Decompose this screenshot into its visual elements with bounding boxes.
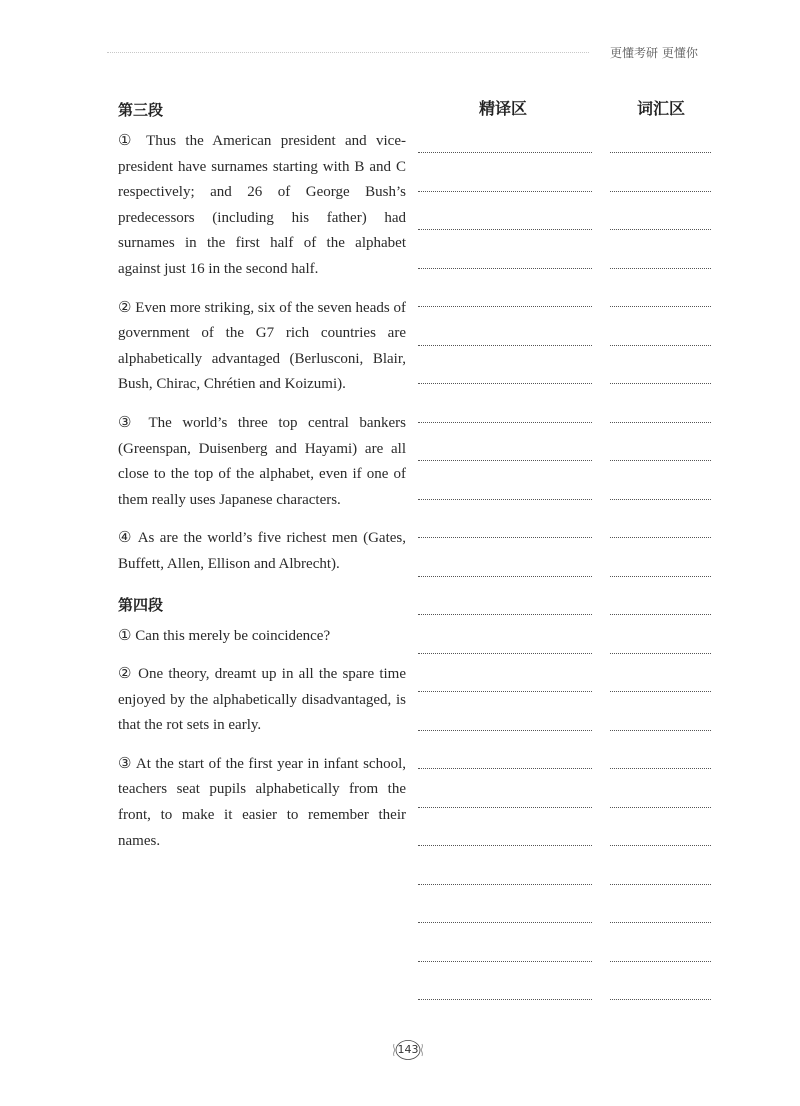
- vocabulary-line: [610, 306, 711, 307]
- vocabulary-line: [610, 383, 711, 384]
- translation-line: [418, 768, 592, 769]
- paragraph: ② One theory, dreamt up in all the spare time enjoyed by the alphabetically disadvantaged, is that the rot sets in early.: [118, 666, 406, 734]
- translation-line: [418, 961, 592, 962]
- translation-line: [418, 345, 592, 346]
- vocabulary-line: [610, 614, 711, 615]
- paragraph: ③ The world’s three top central bankers (Greenspan, Duisenberg and Hayami) are all close to the top of the alphabet, even if one of them really uses Japanese characters.: [118, 414, 406, 508]
- section-heading-3: 第三段: [118, 101, 164, 119]
- paragraph: ② Even more striking, six of the seven heads of government of the G7 rich countries are alphabetically advantaged (Berlusconi, Blair, Bush, Chirac, Chrétien and Koizumi).: [118, 299, 406, 393]
- translation-line: [418, 191, 592, 192]
- translation-line: [418, 383, 592, 384]
- vocabulary-line: [610, 152, 711, 153]
- translation-column-heading: 精译区: [479, 99, 528, 118]
- vocabulary-line: [610, 845, 711, 846]
- header-slogan: 更懂考研 更懂你: [610, 46, 698, 60]
- vocabulary-line: [610, 537, 711, 538]
- vocabulary-column-heading: 词汇区: [637, 99, 686, 118]
- vocabulary-line: [610, 460, 711, 461]
- vocabulary-line: [610, 922, 711, 923]
- vocabulary-line: [610, 191, 711, 192]
- translation-line: [418, 268, 592, 269]
- translation-line: [418, 576, 592, 577]
- vocabulary-line: [610, 229, 711, 230]
- translation-line: [418, 499, 592, 500]
- vocabulary-line: [610, 653, 711, 654]
- translation-line: [418, 614, 592, 615]
- vocabulary-line: [610, 345, 711, 346]
- paragraph: ① Can this merely be coincidence?: [118, 627, 331, 644]
- page-number: [392, 1039, 424, 1061]
- vocabulary-line: [610, 576, 711, 577]
- vocabulary-line: [610, 884, 711, 885]
- vocabulary-line: [610, 999, 711, 1000]
- translation-line: [418, 306, 592, 307]
- translation-line: [418, 845, 592, 846]
- vocabulary-line: [610, 691, 711, 692]
- translation-line: [418, 152, 592, 153]
- translation-line: [418, 730, 592, 731]
- translation-line: [418, 922, 592, 923]
- vocabulary-line: [610, 422, 711, 423]
- vocabulary-line: [610, 807, 711, 808]
- page-number-text: 143: [397, 1043, 419, 1056]
- section-heading-4: 第四段: [118, 595, 164, 614]
- translation-line: [418, 653, 592, 654]
- translation-line: [418, 691, 592, 692]
- paragraph: ④ As are the world’s five richest men (Gates, Buffett, Allen, Ellison and Albrecht).: [118, 530, 406, 572]
- vocabulary-line: [610, 961, 711, 962]
- translation-line: [418, 999, 592, 1000]
- paragraph: ③ At the start of the first year in infant school, teachers seat pupils alphabetically from the front, to make it easier to remember their names.: [118, 755, 406, 849]
- translation-line: [418, 807, 592, 808]
- vocabulary-line: [610, 730, 711, 731]
- vocabulary-line: [610, 499, 711, 500]
- translation-line: [418, 460, 592, 461]
- translation-line: [418, 884, 592, 885]
- paragraph: ① Thus the American president and vice-president have surnames starting with B and C respectively; and 26 of George Bush’s predecessors (including his father) had surnames in the first half of the alphabet against just 16 in the second half.: [118, 133, 406, 277]
- vocabulary-line: [610, 768, 711, 769]
- translation-line: [418, 537, 592, 538]
- vocabulary-line: [610, 268, 711, 269]
- translation-line: [418, 229, 592, 230]
- translation-line: [418, 422, 592, 423]
